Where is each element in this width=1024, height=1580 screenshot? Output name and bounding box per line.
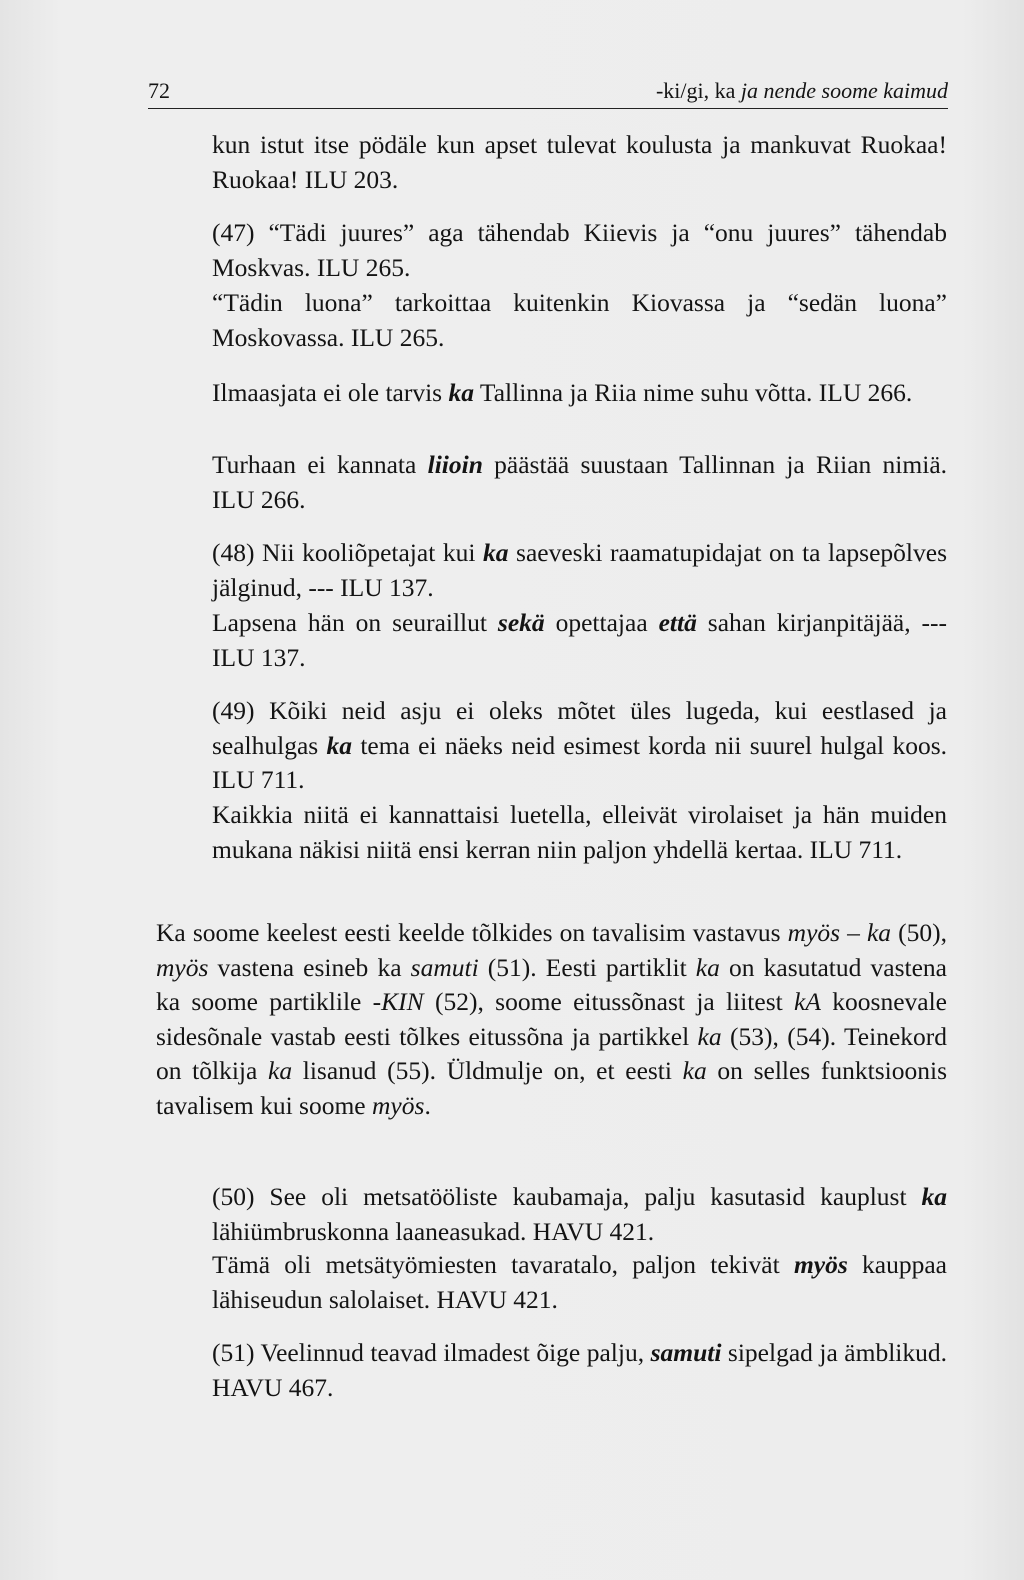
example-51-estonian: (51) Veelinnud teavad ilmadest õige palju, samuti sipelgad ja ämblikud. HAVU 467. bbox=[212, 1338, 947, 1402]
highlight-ka: ka bbox=[921, 1182, 947, 1211]
highlight-ka: ka bbox=[326, 730, 353, 760]
example-47b-estonian: Ilmaasjata ei ole tarvis ka Tallinna ja Riia nime suhu võtta. ILU 266. bbox=[212, 378, 913, 407]
page-header bbox=[148, 78, 948, 109]
highlight-seka: sekä bbox=[497, 608, 545, 637]
highlight-myos: myös bbox=[793, 1250, 848, 1279]
example-47-estonian: (47) “Tädi juures” aga tähendab Kiievis ja “onu juures” tähendab Moskvas. ILU 265. bbox=[212, 218, 947, 282]
example-46-continuation: kun istut itse pödäle kun apset tulevat koulusta ja mankuvat Ruokaa! Ruokaa! ILU 203. bbox=[212, 130, 947, 194]
page-number: 72 bbox=[148, 78, 170, 103]
example-47-finnish: “Tädin luona” tarkoittaa kuitenkin Kiovassa ja “sedän luona” Moskovassa. ILU 265. bbox=[212, 288, 947, 352]
example-49-estonian: (49) Kõiki neid asju ei oleks mõtet üles lugeda, kui eestlased ja sealhulgas ka tema ei näeks neid esimest korda nii suurel hulgal koos. ILU 711. bbox=[212, 696, 947, 794]
body-paragraph: Ka soome keelest eesti keelde tõlkides on tavalisim vastavus myös – ka (50), myös vastena esineb ka samuti (51). Eesti partiklit ka on kasutatud vastena ka soome partiklile -KIN (52), soome eitussõnast ja liitest kA koosnevale sidesõnale vastab eesti tõlkes eitussõna ja partikkel ka (53), (54). Teinekord on tõlkija ka lisanud (55). Üldmulje on, et eesti ka on selles funktsioonis tavalisem kui soome myös. bbox=[156, 918, 948, 1120]
highlight-etta: että bbox=[658, 608, 697, 637]
highlight-liioin: liioin bbox=[427, 450, 483, 479]
highlight-samuti: samuti bbox=[650, 1338, 722, 1367]
example-49-finnish: Kaikkia niitä ei kannattaisi luetella, elleivät virolaiset ja hän muiden mukana näkisi niitä ensi kerran niin paljon yhdellä kertaa. ILU 711. bbox=[212, 800, 947, 864]
example-48-finnish: Lapsena hän on seuraillut sekä opettajaa että sahan kirjanpitäjää, --- ILU 137. bbox=[212, 608, 947, 672]
highlight-ka: ka bbox=[482, 538, 509, 567]
example-48-estonian: (48) Nii kooliõpetajat kui ka saeveski raamatupidajat on ta lapsepõlves jälginud, --- ILU 137. bbox=[212, 538, 947, 602]
running-head bbox=[656, 78, 948, 104]
running-head-prefix: -ki/gi, ka bbox=[655, 78, 741, 103]
example-50-finnish: Tämä oli metsätyömiesten tavaratalo, paljon tekivät myös kauppaa lähiseudun salolaiset. HAVU 421. bbox=[212, 1250, 947, 1314]
example-47b-finnish: Turhaan ei kannata liioin päästää suustaan Tallinnan ja Riian nimiä. ILU 266. bbox=[212, 450, 948, 514]
running-head-italic: ja nende soome kaimud bbox=[740, 78, 948, 103]
highlight-ka: ka bbox=[448, 378, 474, 407]
example-50-estonian: (50) See oli metsatööliste kaubamaja, palju kasutasid kauplust ka lähiümbruskonna laaneasukad. HAVU 421. bbox=[212, 1182, 947, 1246]
